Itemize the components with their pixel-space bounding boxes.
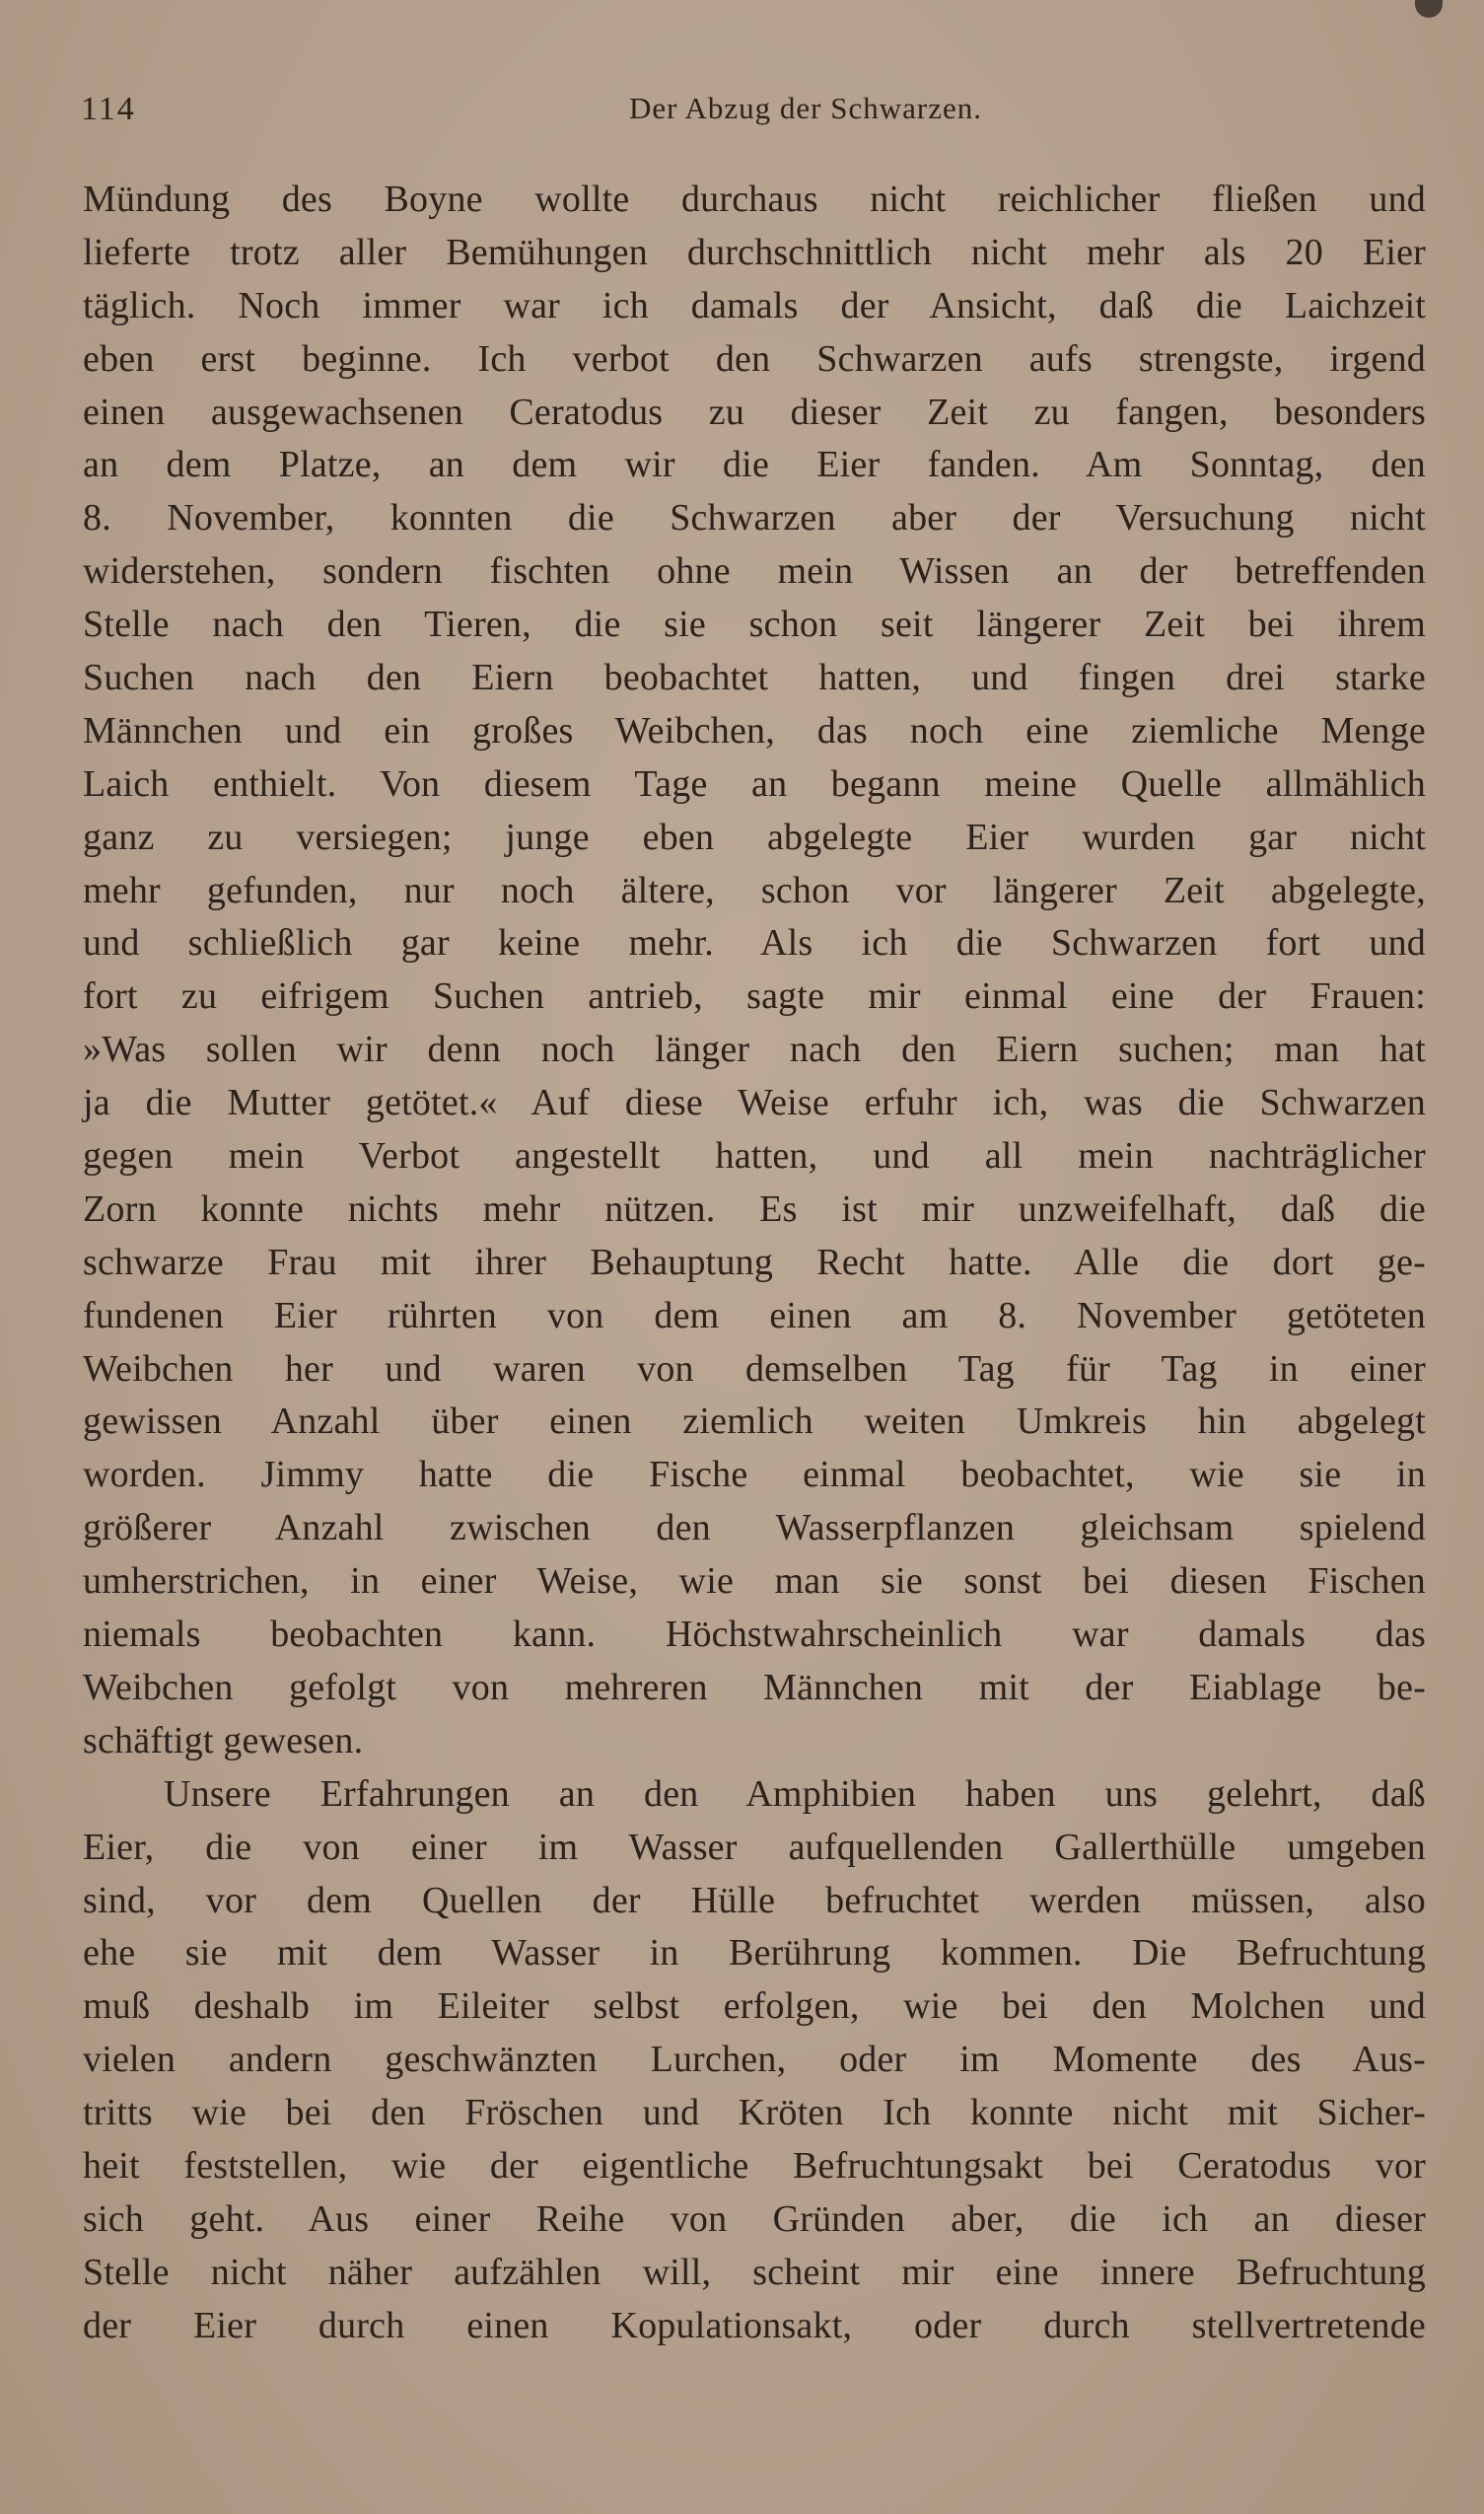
page-number: 114 [81,91,136,127]
text-line: gewissen Anzahl über einen ziemlich weiten Umkreis hin abgelegt [83,1401,1426,1443]
text-line: eben erst beginne. Ich verbot den Schwarzen aufs strengste, irgend [83,337,1426,380]
paragraph-end-line: schäftigt gewesen. [83,1719,364,1761]
text-line: sich geht. Aus einer Reihe von Gründen aber, die ich an dieser [83,2197,1426,2240]
text-line: widerstehen, sondern fischten ohne mein Wissen an der betreffenden [83,550,1426,593]
paragraph-start-line: Unsere Erfahrungen an den Amphibien haben uns gelehrt, daß [164,1772,1426,1815]
running-title: Der Abzug der Schwarzen. [629,91,982,125]
text-line: Suchen nach den Eiern beobachtet hatten, und fingen drei starke [83,657,1426,699]
text-line: umherstrichen, in einer Weise, wie man sie sonst bei diesen Fischen [83,1560,1426,1603]
text-line: ganz zu versiegen; junge eben abgelegte Eier wurden gar nicht [83,816,1426,858]
text-line: einen ausgewachsenen Ceratodus zu dieser Zeit zu fangen, besonders [83,391,1426,433]
text-line: vielen andern geschwänzten Lurchen, oder im Momente des Aus- [83,2039,1426,2081]
text-line: Weibchen gefolgt von mehreren Männchen mit der Eiablage be- [83,1666,1426,1708]
text-line: lieferte trotz aller Bemühungen durchschnittlich nicht mehr als 20 Eier [83,231,1426,273]
text-line: Weibchen her und waren von demselben Tag für Tag in einer [83,1347,1426,1390]
text-line: Stelle nach den Tieren, die sie schon seit längerer Zeit bei ihrem [83,604,1426,646]
text-line: gegen mein Verbot angestellt hatten, und all mein nachträglicher [83,1135,1426,1178]
text-line: 8. November, konnten die Schwarzen aber der Versuchung nicht [83,497,1426,539]
text-line: der Eier durch einen Kopulationsakt, oder durch stellvertretende [83,2304,1426,2346]
text-line: niemals beobachten kann. Höchstwahrscheinlich war damals das [83,1614,1426,1656]
text-line: an dem Platze, an dem wir die Eier fanden. Am Sonntag, den [83,444,1426,486]
page-header [81,91,1432,134]
body-text [83,174,1426,2353]
text-line: sind, vor dem Quellen der Hülle befruchtet werden müssen, also [83,1879,1426,1921]
ink-blot [1415,0,1443,18]
text-line: und schließlich gar keine mehr. Als ich die Schwarzen fort und [83,922,1426,965]
text-line: mehr gefunden, nur noch ältere, schon vor längerer Zeit abgelegte, [83,869,1426,911]
text-line: Eier, die von einer im Wasser aufquellenden Gallerthülle umgeben [83,1826,1426,1868]
text-line: täglich. Noch immer war ich damals der Ansicht, daß die Laichzeit [83,284,1426,326]
text-line: Stelle nicht näher aufzählen will, scheint mir eine innere Befruchtung [83,2251,1426,2293]
text-line: Männchen und ein großes Weibchen, das noch eine ziemliche Menge [83,709,1426,752]
text-line: ehe sie mit dem Wasser in Berührung kommen. Die Befruchtung [83,1932,1426,1975]
text-line: ja die Mutter getötet.« Auf diese Weise erfuhr ich, was die Schwarzen [83,1082,1426,1124]
text-line: heit feststellen, wie der eigentliche Befruchtungsakt bei Ceratodus vor [83,2144,1426,2187]
text-line: fundenen Eier rührten von dem einen am 8. November getöteten [83,1294,1426,1336]
text-line: muß deshalb im Eileiter selbst erfolgen, wie bei den Molchen und [83,1985,1426,2028]
text-line: Mündung des Boyne wollte durchaus nicht reichlicher fließen und [83,179,1426,220]
text-line: größerer Anzahl zwischen den Wasserpflanzen gleichsam spielend [83,1507,1426,1549]
text-line: »Was sollen wir denn noch länger nach den Eiern suchen; man hat [83,1029,1426,1071]
text-line: Zorn konnte nichts mehr nützen. Es ist mir unzweifelhaft, daß die [83,1187,1426,1230]
text-line: schwarze Frau mit ihrer Behauptung Recht hatte. Alle die dort ge- [83,1241,1426,1283]
text-line: fort zu eifrigem Suchen antrieb, sagte mir einmal eine der Frauen: [83,975,1426,1018]
text-line: worden. Jimmy hatte die Fische einmal beobachtet, wie sie in [83,1454,1426,1496]
text-line: Laich enthielt. Von diesem Tage an begann meine Quelle allmählich [83,762,1426,805]
text-line: tritts wie bei den Fröschen und Kröten Ich konnte nicht mit Sicher- [83,2092,1426,2134]
